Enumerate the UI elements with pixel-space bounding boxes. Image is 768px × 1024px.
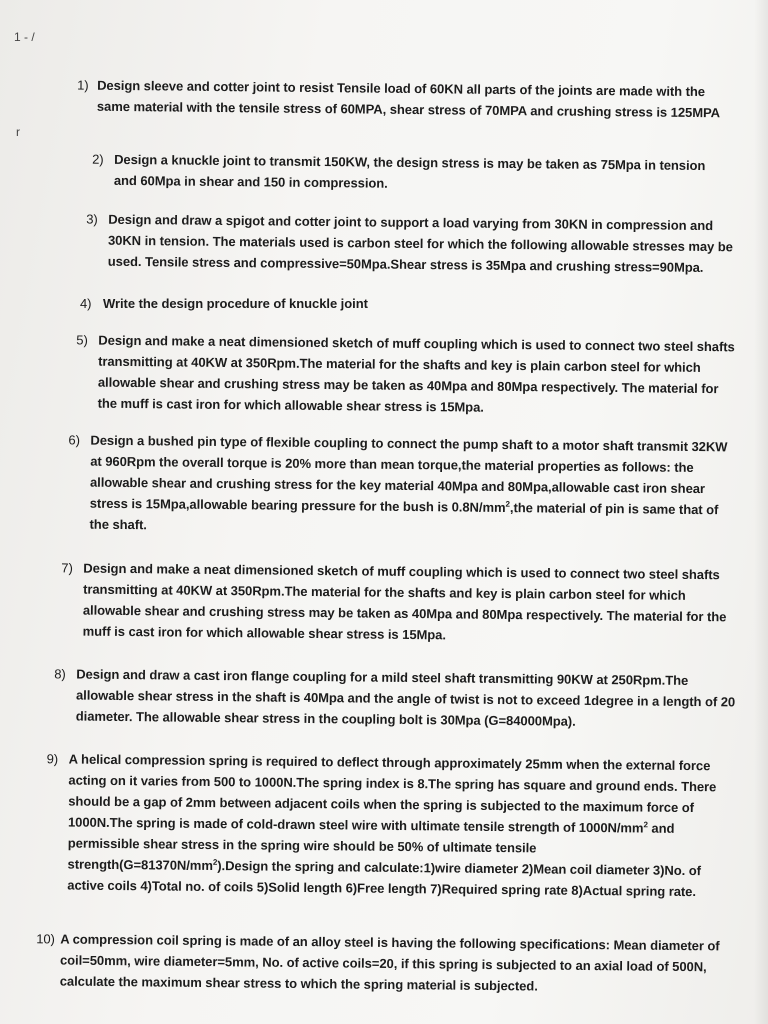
question-text: A helical compression spring is required to deflect through approximately 25mm when the external force acting on it varies from 500 to 1000N.The spring index is 8.The spring has square and ground ends. There should be a gap of 2mm between adjacent coils when the spring is subjected to the maximum force of 1000N.The spring is made of cold-drawn steel wire with ultimate tensile strength of $1000N/mm^2$ and permissible shear stress in the spring wire should be 50% of ultimate tensile $strength(G=81370N/mm^2).Design$ the spring and calculate:1)wire diameter 2)Mean coil diameter 3)No. of active coils 4)Total no. of coils 5)Solid length 6)Free length 7)Required spring rate 8)Actual spring rate. (67, 751, 717, 900)
question-number: 3) (86, 211, 98, 227)
question-1 (77, 75, 722, 124)
question-number: 1) (77, 77, 89, 93)
question-2 (92, 149, 714, 197)
question-text: Write the design procedure of knuckle joint (103, 296, 368, 311)
page-edge-shadow (754, 0, 768, 1024)
question-6 (68, 430, 730, 542)
question-8 (54, 664, 737, 734)
question-text: Design sleeve and cotter joint to resist Tensile load of 60KN all parts of the joints are made with the same material with the tensile stress of 60MPA, shear stress of 70MPA and crushing stress is 125MPA (96, 77, 721, 121)
question-number: 4) (80, 296, 92, 311)
question-number: 5) (76, 332, 88, 348)
question-5 (76, 330, 739, 421)
margin-tick: r (16, 125, 20, 139)
question-text: Design and draw a cast iron flange coupling for a mild steel shaft transmitting 90KW at 250Rpm.The allowable shear stress in the shaft is 40Mpa and the angle of twist is not to exceed 1degree in a length of 20 diameter. The allowable shear stress in the coupling bolt is 30Mpa (G=84000Mpa). (75, 666, 736, 729)
question-number: 7) (61, 560, 73, 576)
question-text: A compression coil spring is made of an alloy steel is having the following specifications: Mean diameter of coil=50mm, wire diameter=5mm, No. of active coils=20, if this spring is subjected to an axial load of 500N, calculate the maximum shear stress to which the spring material is subjected. (59, 931, 720, 994)
question-7 (61, 558, 739, 649)
question-number: 6) (68, 432, 81, 448)
question-text: Design and draw a spigot and cotter joint to support a load varying from 30KN in compression and 30KN in tension. The materials used is carbon steel for which the following allowable stresses may be used. Tensile stress and compressive=50Mpa.Shear stress is 35Mpa and crushing stress=90Mpa. (107, 211, 733, 275)
question-number: 8) (54, 666, 66, 682)
corner-mark: 1 - / (14, 30, 35, 44)
question-text: Design a bushed pin type of flexible coupling to connect the pump shaft to a motor shaft transmit 32KW at 960Rpm the overall torque is 20% more than mean torque,the material properties as follows: the allowable shear and crushing stress for the key material 40Mpa and 80Mpa,allowable cast iron shear stress is 15Mpa,allowable bearing pressure for the bush is $0.8N/mm^2,the$ material of pin is same that of the shaft. (89, 432, 728, 533)
question-9 (46, 749, 734, 903)
question-number: 9) (46, 751, 59, 767)
question-10 (36, 929, 726, 999)
question-text: Design a knuckle joint to transmit 150KW, the design stress is may be taken as 75Mpa in tension and 60Mpa in shear and 150 in compression. (113, 151, 706, 191)
question-text: Design and make a neat dimensioned sketch of muff coupling which is used to connect two steel shafts transmitting at 40KW at 350Rpm.The material for the shafts and key is plain carbon steel for which allowable shear and crushing stress may be taken as 40Mpa and 80Mpa respectively. The material for the muff is cast iron for which allowable shear stress is 15Mpa. (82, 560, 727, 643)
question-3 (86, 209, 734, 279)
question-number: 2) (92, 151, 104, 167)
question-number: 10) (36, 931, 55, 947)
question-text: Design and make a neat dimensioned sketch of muff coupling which is used to connect two steel shafts transmitting at 40KW at 350Rpm.The material for the shafts and key is plain carbon steel for which allowable shear and crushing stress may be taken as 40Mpa and 80Mpa respectively. The material for the muff is cast iron for which allowable shear stress is 15Mpa. (97, 332, 735, 415)
question-4 (80, 293, 703, 314)
